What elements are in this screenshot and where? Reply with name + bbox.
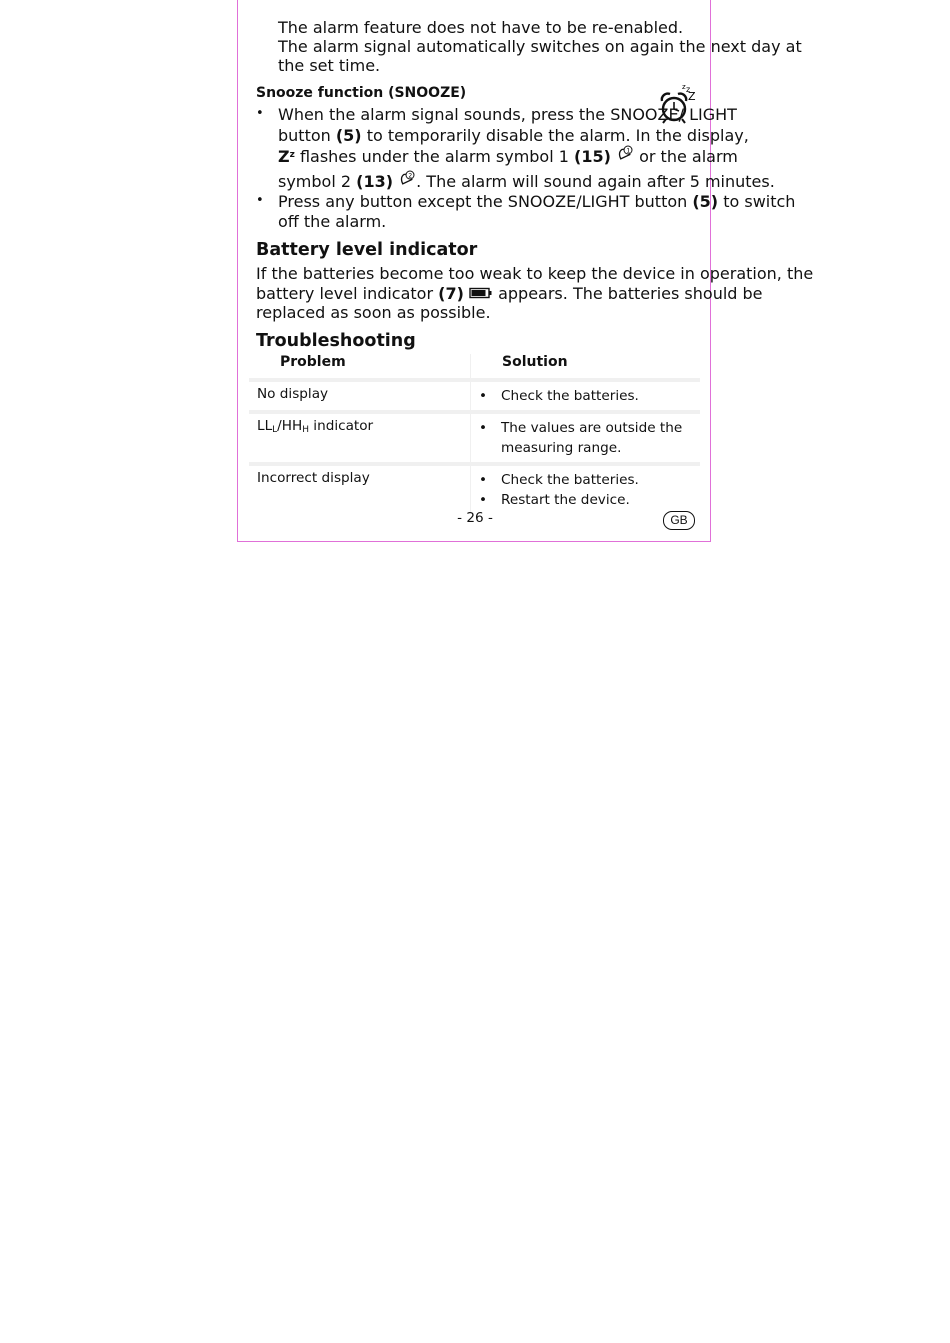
col-problem-header: Problem — [249, 354, 471, 378]
table-row — [249, 466, 700, 514]
svg-text:1: 1 — [626, 147, 631, 154]
text: symbol 2 — [278, 172, 357, 191]
bullet: • — [256, 193, 264, 208]
svg-text:Z: Z — [688, 90, 696, 103]
snooze-heading: Snooze function (SNOOZE) — [256, 85, 467, 101]
text: indicator — [308, 418, 374, 434]
svg-text:z: z — [682, 83, 686, 91]
snooze-b1-line-4 — [278, 172, 775, 191]
table-row — [249, 382, 700, 410]
problem-cell: Incorrect display — [249, 466, 471, 514]
text: to temporarily disable the alarm. In the display, — [361, 126, 749, 145]
intro-line-3: the set time. — [278, 56, 381, 75]
text: or the alarm — [634, 147, 738, 166]
solution-line — [479, 470, 700, 490]
subscript: L — [272, 425, 278, 435]
table-row — [249, 414, 700, 462]
bullet: • — [479, 492, 488, 508]
col-solution-header: Solution — [502, 354, 568, 370]
text: battery level indicator — [256, 284, 439, 303]
snooze-b2-line-1 — [278, 192, 795, 211]
ref-15: (15) — [574, 147, 611, 166]
troubleshooting-table — [249, 354, 700, 514]
svg-text:z: z — [686, 85, 691, 94]
bullet: • — [256, 106, 264, 121]
battery-low-icon — [469, 287, 493, 299]
solution-cell — [471, 414, 701, 462]
ref-7: (7) — [438, 284, 464, 303]
solution-text: Check the batteries. — [501, 472, 639, 488]
solution-line — [479, 438, 700, 458]
ref-5: (5) — [692, 192, 719, 211]
text: . The alarm will sound again after 5 minutes. — [416, 172, 775, 191]
country-badge: GB — [663, 511, 695, 530]
solution-text: The values are outside the — [501, 420, 683, 436]
battery-line-2 — [256, 284, 763, 303]
snooze-b1-line-1: When the alarm signal sounds, press the SNOOZE/ LIGHT — [278, 105, 737, 124]
solution-line — [479, 418, 700, 438]
solution-line — [479, 490, 700, 510]
solution-text: Check the batteries. — [501, 388, 639, 404]
solution-cell — [471, 382, 701, 410]
battery-line-1: If the batteries become too weak to keep the device in operation, the — [256, 264, 814, 283]
troubleshooting-heading: Troubleshooting — [256, 331, 416, 351]
subscript: H — [302, 425, 309, 435]
svg-text:2: 2 — [408, 172, 413, 179]
snooze-z-sup: z — [289, 150, 295, 160]
text: /HH — [277, 418, 303, 434]
text: flashes under the alarm symbol 1 — [294, 147, 575, 166]
text: appears. The batteries should be — [493, 284, 763, 303]
ref-5: (5) — [335, 126, 362, 145]
table-header-row — [249, 354, 700, 378]
bullet: • — [479, 420, 488, 436]
snooze-b1-line-2 — [278, 126, 749, 145]
bullet: • — [479, 388, 488, 404]
battery-line-3: replaced as soon as possible. — [256, 303, 491, 322]
intro-line-2: The alarm signal automatically switches on again the next day at — [278, 37, 802, 56]
snooze-z: Z — [278, 147, 290, 166]
alarm-bell-2-icon — [398, 170, 416, 188]
page-number: - 26 - — [457, 510, 493, 526]
snooze-b2-line-2: off the alarm. — [278, 212, 387, 231]
text: button — [278, 126, 336, 145]
problem-cell — [249, 414, 471, 462]
snooze-b1-line-3 — [278, 147, 738, 166]
battery-heading: Battery level indicator — [256, 240, 478, 260]
solution-text: Restart the device. — [501, 492, 630, 508]
bullet: • — [479, 472, 488, 488]
text: LL — [257, 418, 273, 434]
text: to switch — [718, 192, 796, 211]
solution-text: measuring range. — [501, 440, 622, 456]
ref-13: (13) — [356, 172, 394, 191]
text: Press any button except the SNOOZE/LIGHT button — [278, 192, 693, 211]
problem-cell: No display — [249, 382, 471, 410]
solution-line — [479, 386, 700, 406]
alarm-bell-1-icon — [616, 145, 634, 163]
solution-cell — [471, 466, 701, 514]
intro-line-1: The alarm feature does not have to be re-enabled. — [278, 18, 684, 37]
